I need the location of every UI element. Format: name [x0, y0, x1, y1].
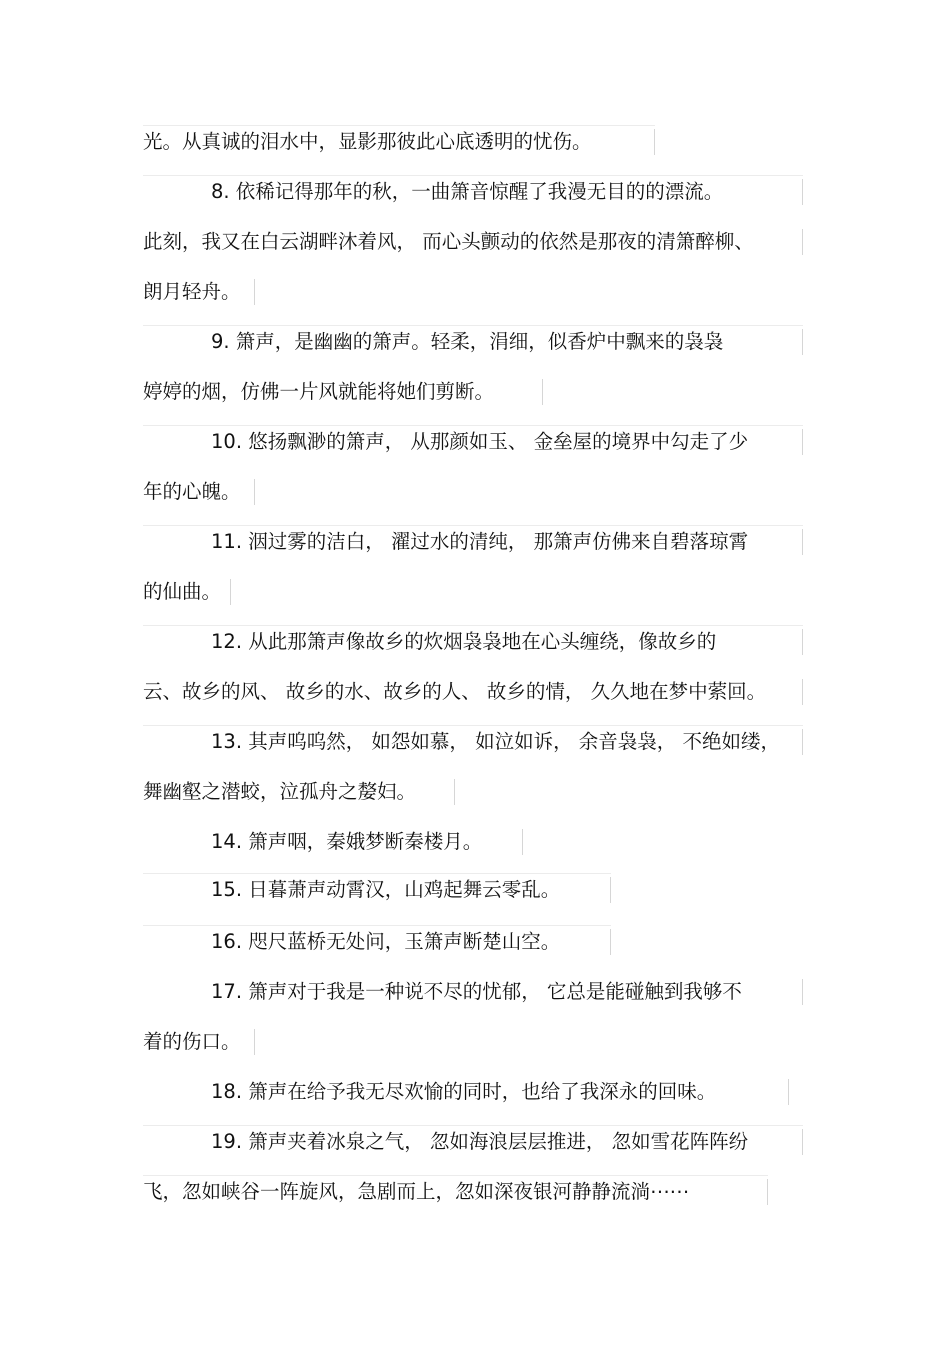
paragraph-line: 年的心魄。 [143, 477, 255, 507]
paragraph-line: 13. 其声呜呜然， 如怨如慕， 如泣如诉， 余音袅袅， 不绝如缕， [143, 727, 803, 757]
line-right-border [802, 229, 803, 255]
paragraph-line: 云、故乡的风、 故乡的水、故乡的人、 故乡的情， 久久地在梦中萦回。 [143, 677, 803, 707]
line-right-border [802, 529, 803, 555]
line-right-border [802, 679, 803, 705]
line-right-border [542, 379, 543, 405]
paragraph-line: 9. 箫声，是幽幽的箫声。轻柔，涓细，似香炉中飘来的袅袅 [143, 327, 803, 357]
line-right-border [254, 279, 255, 305]
line-top-rule [143, 125, 655, 126]
line-right-border [802, 729, 803, 755]
paragraph-line: 11. 洇过雾的洁白， 濯过水的清纯， 那箫声仿佛来自碧落琼霄 [143, 527, 803, 557]
paragraph-line: 着的伤口。 [143, 1027, 255, 1057]
line-right-border [454, 779, 455, 805]
line-right-border [230, 579, 231, 605]
paragraph-line: 飞，忽如峡谷一阵旋风，急剧而上，忽如深夜银河静静流淌⋯⋯ [143, 1177, 768, 1207]
paragraph-line: 17. 箫声对于我是一种说不尽的忧郁， 它总是能碰触到我够不 [143, 977, 803, 1007]
line-top-rule [143, 525, 803, 526]
paragraph-line: 8. 依稀记得那年的秋，一曲箫音惊醒了我漫无目的的漂流。 [143, 177, 803, 207]
line-right-border [654, 129, 655, 155]
paragraph-line: 15. 日暮萧声动霄汉，山鸡起舞云零乱。 [143, 875, 611, 905]
line-top-rule [143, 325, 803, 326]
paragraph-line: 的仙曲。 [143, 577, 231, 607]
line-top-rule [143, 873, 611, 874]
paragraph-line: 19. 箫声夹着冰泉之气， 忽如海浪层层推进， 忽如雪花阵阵纷 [143, 1127, 803, 1157]
paragraph-line: 10. 悠扬飘渺的箫声， 从那颜如玉、 金垒屋的境界中勾走了少 [143, 427, 803, 457]
paragraph-line: 舞幽壑之潜蛟，泣孤舟之嫠妇。 [143, 777, 455, 807]
paragraph-line: 14. 箫声咽，秦娥梦断秦楼月。 [143, 827, 523, 857]
paragraph-line: 16. 咫尺蓝桥无处问，玉箫声断楚山空。 [143, 927, 611, 957]
line-top-rule [143, 725, 803, 726]
line-right-border [254, 1029, 255, 1055]
line-right-border [802, 629, 803, 655]
paragraph-line: 光。从真诚的泪水中，显影那彼此心底透明的忧伤。 [143, 127, 655, 157]
line-right-border [802, 329, 803, 355]
line-right-border [802, 1129, 803, 1155]
line-right-border [522, 829, 523, 855]
line-top-rule [143, 925, 611, 926]
line-right-border [802, 979, 803, 1005]
paragraph-line: 18. 箫声在给予我无尽欢愉的同时，也给了我深永的回味。 [143, 1077, 789, 1107]
line-right-border [767, 1179, 768, 1205]
line-top-rule [143, 1125, 803, 1126]
paragraph-line: 此刻，我又在白云湖畔沐着风， 而心头颤动的依然是那夜的清箫醉柳、 [143, 227, 803, 257]
line-right-border [610, 877, 611, 903]
paragraph-line: 12. 从此那箫声像故乡的炊烟袅袅地在心头缠绕，像故乡的 [143, 627, 803, 657]
line-right-border [254, 479, 255, 505]
line-top-rule [143, 1175, 768, 1176]
line-right-border [802, 429, 803, 455]
line-top-rule [143, 625, 803, 626]
line-right-border [610, 929, 611, 955]
paragraph-line: 婷婷的烟，仿佛一片风就能将她们剪断。 [143, 377, 543, 407]
paragraph-line: 朗月轻舟。 [143, 277, 255, 307]
line-right-border [788, 1079, 789, 1105]
line-top-rule [143, 175, 803, 176]
line-right-border [802, 179, 803, 205]
line-top-rule [143, 425, 803, 426]
